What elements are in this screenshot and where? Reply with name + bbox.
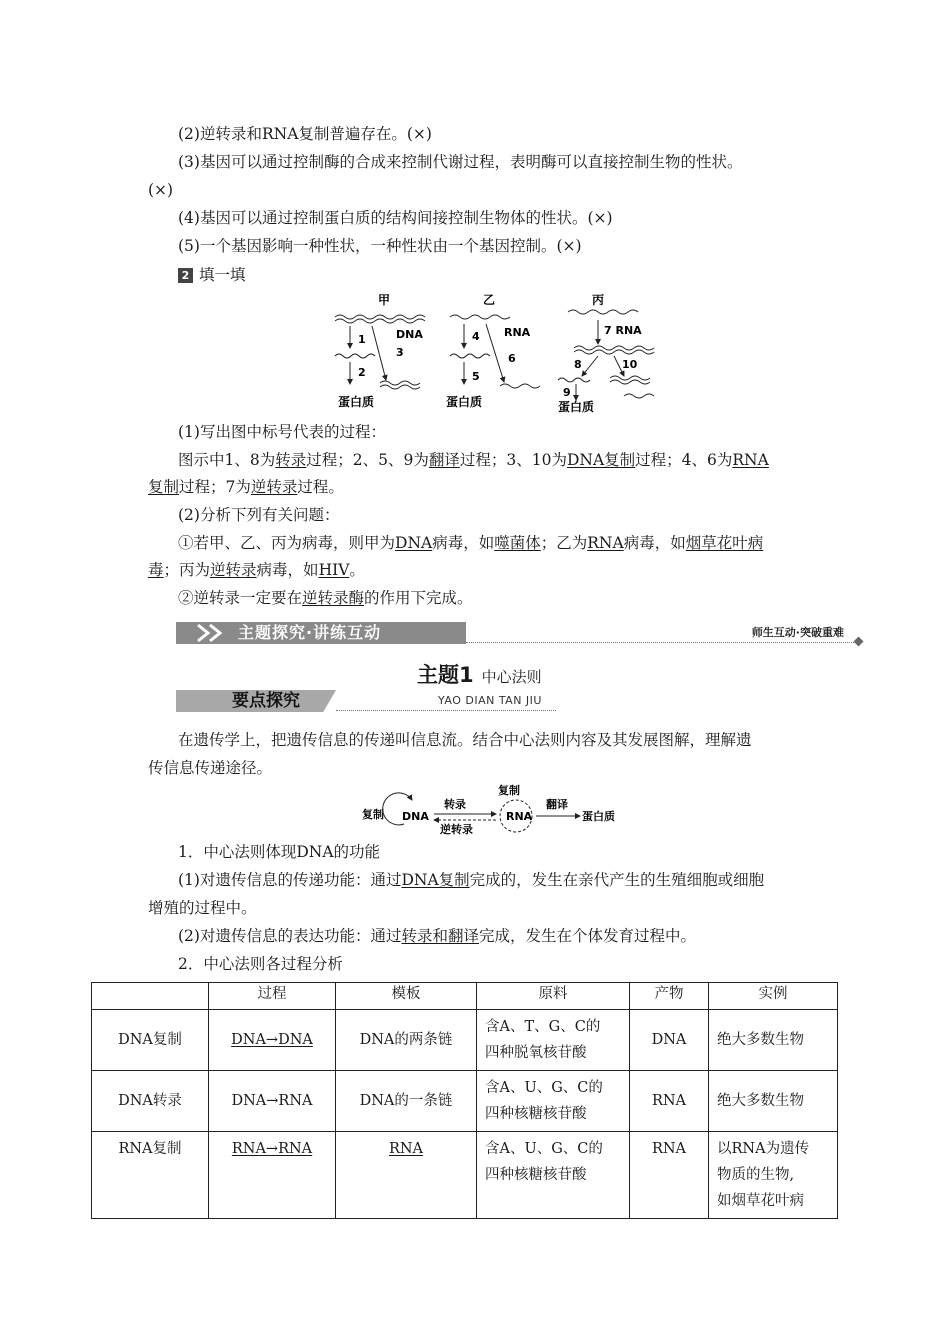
dna-copy-top: [380, 381, 420, 385]
num-7: 7 RNA: [604, 324, 642, 337]
table-row: [92, 1010, 838, 1071]
num-10: 10: [622, 358, 638, 371]
label-yi: 乙: [483, 293, 496, 307]
table-row: [92, 1071, 838, 1132]
header-process: 过程: [209, 983, 336, 1010]
rna-product-yi: [500, 384, 540, 388]
central-dogma-diagram: [358, 780, 628, 838]
q1-title: (1)写出图中标号代表的过程：: [178, 423, 386, 441]
q1-answer-line2: 复制过程；7为逆转录过程。: [148, 478, 344, 496]
cell-product: DNA: [630, 1010, 709, 1071]
answer-reverse-transcriptase: 逆转录酶: [302, 589, 365, 607]
label-translation: 翻译: [546, 798, 568, 811]
rna-copy-yi: [450, 354, 490, 358]
dna-bing-bottom: [574, 350, 654, 354]
num-6: 6: [508, 352, 516, 365]
cell-product: RNA: [630, 1071, 709, 1132]
tag-pinyin: YAO DIAN TAN JIU: [438, 694, 542, 707]
arrow-6: [486, 324, 504, 382]
num-3: 3: [396, 346, 404, 359]
dna-bing-top: [574, 346, 654, 350]
answer-rna-replication-a: RNA: [732, 451, 769, 469]
judge-item-4: (4)基因可以通过控制蛋白质的结构间接控制生物体的性状。(×): [178, 209, 613, 227]
fill-badge: 2: [178, 268, 193, 283]
label-replication-rna: 复制: [498, 784, 520, 797]
topic-subtitle: 中心法则: [481, 668, 542, 686]
cell-template: DNA的两条链: [336, 1010, 477, 1071]
tag-title: 要点探究: [232, 691, 300, 711]
chevron-double-icon: [196, 623, 230, 643]
cell-process: RNA→RNA: [209, 1132, 336, 1219]
answer-tmv-a: 烟草花叶病: [685, 534, 764, 552]
fill-heading: [178, 265, 246, 285]
cell-product: RNA: [630, 1132, 709, 1219]
header-blank: [92, 983, 209, 1010]
dna-strand-top: [335, 315, 425, 319]
dna-copy-bing-top: [610, 376, 650, 380]
topic-heading: [417, 659, 542, 689]
num-8: 8: [574, 358, 582, 371]
cell-example: 以RNA为遗传 物质的生物, 如烟草花叶病: [709, 1132, 838, 1219]
protein-bing: 蛋白质: [558, 400, 595, 413]
answer-tmv-b: 毒: [148, 561, 164, 579]
process-table: [91, 982, 838, 1219]
cell-material: 含A、T、G、C的 四种脱氧核苷酸: [477, 1010, 630, 1071]
mrna-bing: [558, 378, 590, 382]
rna-bing: [568, 310, 638, 314]
label-replication-dna: 复制: [362, 808, 384, 821]
banner-title: 主题探究·讲练互动: [238, 623, 382, 642]
dna-copy-bing-bottom: [610, 380, 650, 384]
sec1-item2: (2)对遗传信息的表达功能：通过转录和翻译完成，发生在个体发育过程中。: [178, 927, 696, 945]
cell-template: RNA: [336, 1132, 477, 1219]
label-dna-jia: DNA: [396, 328, 423, 341]
answer-reverse-transcription: 逆转录: [250, 478, 298, 496]
answer-dna-virus: DNA: [395, 534, 433, 552]
process-diagram: [330, 288, 660, 413]
answer-rna-virus: RNA: [587, 534, 624, 552]
header-material: 原料: [477, 983, 630, 1010]
sec1-title: 1．中心法则体现DNA的功能: [178, 843, 381, 861]
product-bing: [624, 394, 654, 398]
rna-yi: [450, 315, 510, 319]
q2-item1-line1: ①若甲、乙、丙为病毒，则甲为DNA病毒，如噬菌体；乙为RNA病毒，如烟草花叶病: [178, 534, 764, 552]
cell-name: RNA复制: [92, 1132, 209, 1219]
cell-process: DNA→RNA: [209, 1071, 336, 1132]
protein-yi: 蛋白质: [446, 395, 483, 409]
node-protein: 蛋白质: [582, 810, 615, 823]
cell-template: DNA的一条链: [336, 1071, 477, 1132]
num-1: 1: [358, 333, 366, 346]
cell-name: DNA转录: [92, 1071, 209, 1132]
sec2-title: 2．中心法则各过程分析: [178, 955, 343, 973]
fill-title: 填一填: [199, 266, 246, 284]
cell-material: 含A、U、G、C的 四种核糖核苷酸: [477, 1071, 630, 1132]
section-tag: [176, 690, 556, 712]
label-reverse-transcription: 逆转录: [440, 823, 473, 836]
answer-translation: 翻译: [428, 451, 460, 469]
cell-name: DNA复制: [92, 1010, 209, 1071]
label-rna-yi: RNA: [504, 326, 531, 339]
answer-transcription: 转录: [275, 451, 307, 469]
dna-strand-bottom: [335, 319, 425, 323]
diamond-icon: [854, 637, 864, 647]
judge-item-3-cont: (×): [148, 181, 174, 199]
section-banner: [176, 622, 862, 644]
banner-rule: [466, 642, 856, 643]
dna-copy-bottom: [380, 385, 420, 389]
q2-title: (2)分析下列有关问题：: [178, 506, 340, 524]
label-bing: 丙: [592, 293, 605, 307]
mrna-jia: [335, 354, 375, 358]
intro-line2: 传信息传递途径。: [148, 759, 273, 777]
num-4: 4: [472, 330, 480, 343]
answer-hiv: HIV: [318, 561, 350, 579]
answer-transcription-translation: 转录和翻译: [401, 927, 479, 945]
header-example: 实例: [709, 983, 838, 1010]
banner-subtitle: 师生互动·突破重难: [751, 626, 844, 639]
answer-dna-replication-2: DNA复制: [401, 871, 470, 889]
label-transcription: 转录: [444, 798, 466, 811]
label-jia: 甲: [378, 293, 391, 307]
answer-dna-replication: DNA复制: [566, 451, 636, 469]
header-template: 模板: [336, 983, 477, 1010]
num-5: 5: [472, 370, 480, 383]
arrow-8: [582, 356, 598, 376]
table-row: [92, 1132, 838, 1219]
cell-example: 绝大多数生物: [709, 1010, 838, 1071]
judge-item-2: (2)逆转录和RNA复制普遍存在。(×): [178, 125, 432, 143]
cell-material: 含A、U、G、C的 四种核糖核苷酸: [477, 1132, 630, 1219]
table-header-row: [92, 983, 838, 1010]
q2-item1-line2: 毒；丙为逆转录病毒，如HIV。: [148, 561, 365, 579]
judge-item-3: (3)基因可以通过控制酶的合成来控制代谢过程，表明酶可以直接控制生物的性状。: [178, 153, 743, 171]
num-9: 9: [563, 386, 571, 399]
q2-item2: ②逆转录一定要在逆转录酶的作用下完成。: [178, 589, 473, 607]
node-rna: RNA: [506, 810, 533, 823]
protein-jia: 蛋白质: [338, 395, 375, 409]
sec1-item1-line2: 增殖的过程中。: [148, 899, 257, 917]
header-product: 产物: [630, 983, 709, 1010]
answer-retrovirus: 逆转录: [210, 561, 257, 579]
intro-line1: 在遗传学上，把遗传信息的传递叫信息流。结合中心法则内容及其发展图解，理解遗: [178, 731, 752, 749]
answer-rna-replication-b: 复制: [148, 478, 180, 496]
answer-phage: 噬菌体: [494, 534, 541, 552]
judge-item-5: (5)一个基因影响一种性状，一种性状由一个基因控制。(×): [178, 237, 582, 255]
cell-process: DNA→DNA: [209, 1010, 336, 1071]
arrow-3: [372, 326, 386, 380]
cell-example: 绝大多数生物: [709, 1071, 838, 1132]
topic-title: 主题1: [417, 663, 474, 687]
tag-rule: [336, 710, 556, 711]
node-dna: DNA: [402, 810, 429, 823]
q1-answer-line1: 图示中1、8为转录过程；2、5、9为翻译过程；3、10为DNA复制过程；4、6为RNA: [178, 451, 769, 469]
num-2: 2: [358, 366, 366, 379]
sec1-item1-line1: (1)对遗传信息的传递功能：通过DNA复制完成的，发生在亲代产生的生殖细胞或细胞: [178, 871, 765, 889]
